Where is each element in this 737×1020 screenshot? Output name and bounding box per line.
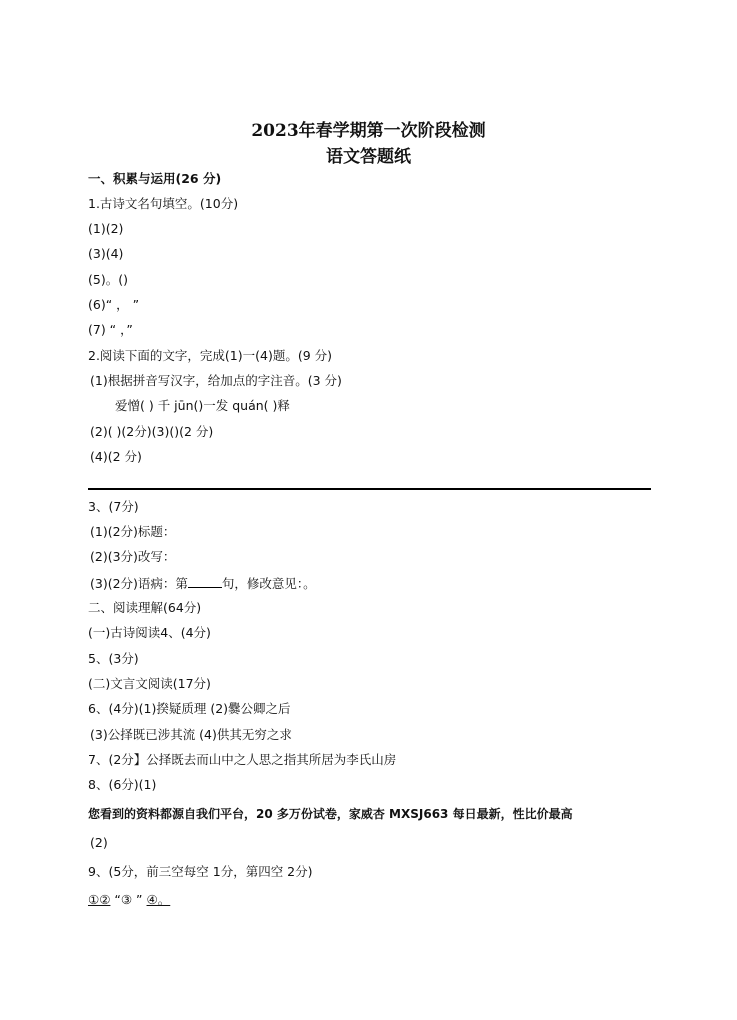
question-3-part-3 xyxy=(90,575,316,592)
question-8: 8、(6分)(1) xyxy=(88,777,157,792)
divider-line xyxy=(88,488,651,490)
answer-3: “③ ” xyxy=(114,892,143,907)
page-title: 2023年春学期第一次阶段检测 xyxy=(251,121,486,141)
answer-4: ④。 xyxy=(146,892,171,907)
question-3-part-3-suffix: 句，修改意见：。 xyxy=(221,576,316,591)
question-1-line-7: (7) “ ，” xyxy=(88,322,133,337)
question-1-line-1: (1)(2) xyxy=(88,221,124,236)
question-3-part-3-prefix: (3)(2分)语病：第 xyxy=(90,576,188,591)
question-3: 3、(7分) xyxy=(88,499,139,514)
question-6: 6、(4分)(1)揆疑质理 (2)爨公卿之后 xyxy=(88,701,291,716)
question-5: 5、(3分) xyxy=(88,651,139,666)
question-1-line-5: (5)。() xyxy=(88,272,128,287)
question-7: 7、(2分】公择既去而山中之人思之指其所居为李氏山房 xyxy=(88,752,397,767)
question-2-part-4: (4)(2 分) xyxy=(90,449,142,464)
question-2-part-2-3: (2)( )(2分)(3)()(2 分) xyxy=(90,424,214,439)
section-2-heading: 二、阅读理解(64分) xyxy=(88,600,202,615)
question-2-part-1: (1)根据拼音写汉字，给加点的字注音。(3 分) xyxy=(90,373,342,388)
question-3-part-1: (1)(2分)标题： xyxy=(90,524,176,539)
question-1-line-6: (6)“ ， ” xyxy=(88,297,140,312)
question-9-answers xyxy=(88,892,170,908)
question-1-line-3: (3)(4) xyxy=(88,246,124,261)
answer-1-2: ①② xyxy=(88,892,111,907)
question-3-part-2: (2)(3分)改写： xyxy=(90,549,176,564)
page-subtitle: 语文答题纸 xyxy=(326,147,411,167)
question-6-continued: (3)公择既已涉其流 (4)供其无穷之求 xyxy=(90,727,292,742)
part-1-heading: (一)古诗阅读4、(4分) xyxy=(88,625,211,640)
part-2-heading: (二)文言文阅读(17分) xyxy=(88,676,211,691)
section-1-heading: 一、积累与运用(26 分) xyxy=(88,171,222,186)
question-1: 1.古诗文名句填空。(10分) xyxy=(88,196,239,211)
question-9: 9、(5分，前三空每空 1分，第四空 2分) xyxy=(88,864,313,879)
promo-notice: 您看到的资料都源自我们平台，20 多万份试卷，家威杏 MXSJ663 每日最新，性比价最高 xyxy=(88,807,573,821)
question-2-pinyin-items: 爱憎( ) 千 jūn()一发 quán( )释 xyxy=(115,398,290,413)
answer-blank xyxy=(188,575,222,588)
question-2: 2.阅读下面的文字，完成(1)一(4)题。(9 分) xyxy=(88,348,333,363)
question-8-part-2: (2) xyxy=(90,835,108,850)
